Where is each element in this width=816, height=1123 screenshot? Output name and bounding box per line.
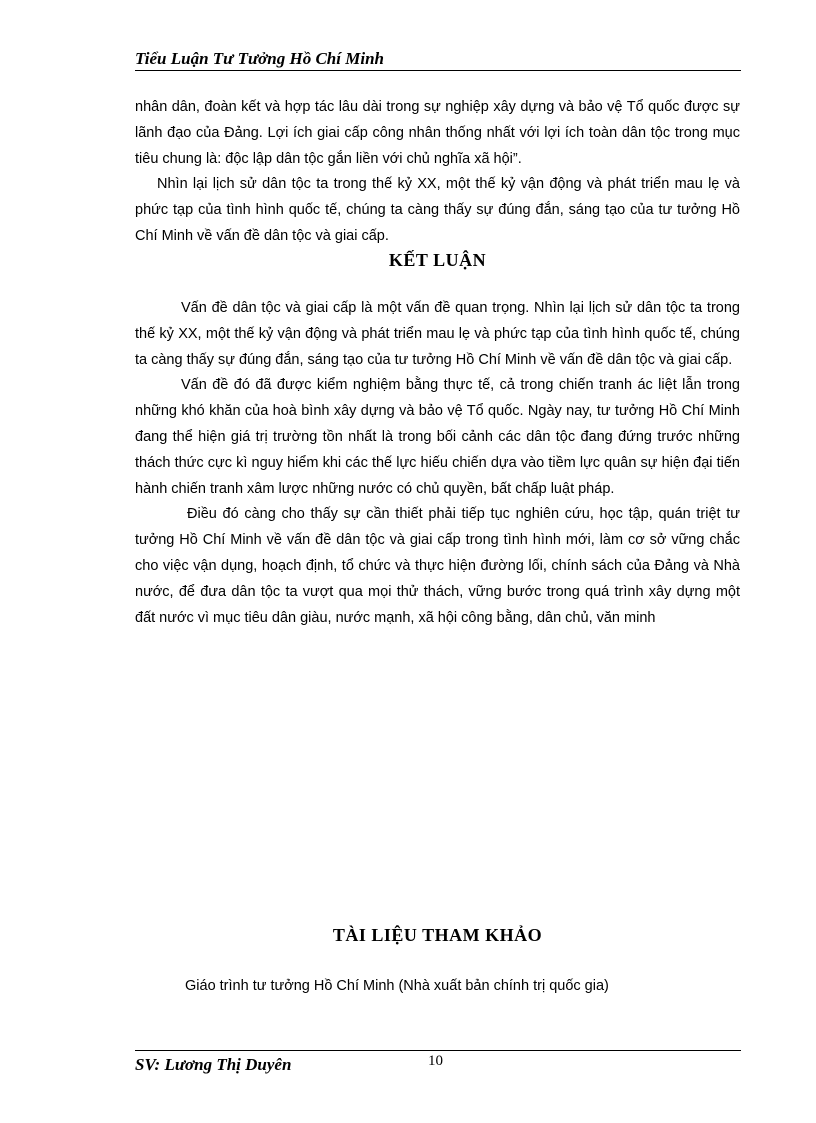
conclusion-paragraph: Điều đó càng cho thấy sự cần thiết phải tiếp tục nghiên cứu, học tập, quán triệt tư tưởng Hồ Chí Minh về vấn đề dân tộc và giai cấp trong tình hình mới, làm cơ sở vững chắc cho việc vận dụng, hoạch định, tổ chức và thực hiện đường lối, chính sách của Đảng và Nhà nước, để đưa dân tộc ta vượt qua mọi thử thách, vững bước trong quá trình xây dựng một đất nước vì mục tiêu dân giàu, nước mạnh, xã hội công bằng, dân chủ, văn minh xyxy=(135,506,740,626)
references-heading: TÀI LIỆU THAM KHẢO xyxy=(332,925,543,945)
conclusion-paragraph: Vấn đề dân tộc và giai cấp là một vấn đề quan trọng. Nhìn lại lịch sử dân tộc ta trong thế kỷ XX, một thế kỷ vận động và phát triển mau lẹ và phức tạp của tình hình quốc tế, chúng ta càng thấy sự đúng đắn, sáng tạo của tư tưởng Hồ Chí Minh về vấn đề dân tộc và giai cấp. xyxy=(135,300,740,368)
intro-paragraph: Nhìn lại lịch sử dân tộc ta trong thế kỷ XX, một thế kỷ vận động và phát triển mau lẹ và phức tạp của tình hình quốc tế, chúng ta càng thấy sự đúng đắn, sáng tạo của tư tưởng Hồ Chí Minh về vấn đề dân tộc và giai cấp. xyxy=(135,176,740,244)
page-number: 10 xyxy=(428,1053,443,1069)
footer-author: SV: Lương Thị Duyên xyxy=(135,1055,292,1074)
reference-item: Giáo trình tư tưởng Hồ Chí Minh (Nhà xuất bản chính trị quốc gia) xyxy=(185,978,609,994)
footer-divider xyxy=(135,1050,741,1051)
page-header-title: Tiểu Luận Tư Tưởng Hồ Chí Minh xyxy=(135,49,384,68)
conclusion-heading: KẾT LUẬN xyxy=(388,250,487,270)
intro-section xyxy=(135,95,740,250)
conclusion-section xyxy=(135,296,740,631)
header-divider xyxy=(135,70,741,71)
conclusion-paragraph: Vấn đề đó đã được kiểm nghiệm bằng thực tế, cả trong chiến tranh ác liệt lẫn trong những khó khăn của hoà bình xây dựng và bảo vệ Tổ quốc. Ngày nay, tư tưởng Hồ Chí Minh đang thể hiện giá trị trường tồn nhất là trong bối cảnh các dân tộc đang đứng trước những thách thức cực kì nguy hiểm khi các thế lực hiếu chiến dựa vào tiềm lực quân sự hiện đại tiến hành chiến tranh xâm lược những nước có chủ quyền, bất chấp luật pháp. xyxy=(135,377,740,497)
intro-paragraph: nhân dân, đoàn kết và hợp tác lâu dài trong sự nghiệp xây dựng và bảo vệ Tổ quốc được sự lãnh đạo của Đảng. Lợi ích giai cấp công nhân thống nhất với lợi ích toàn dân tộc trong mục tiêu chung là: độc lập dân tộc gắn liền với chủ nghĩa xã hội”. xyxy=(135,99,740,167)
